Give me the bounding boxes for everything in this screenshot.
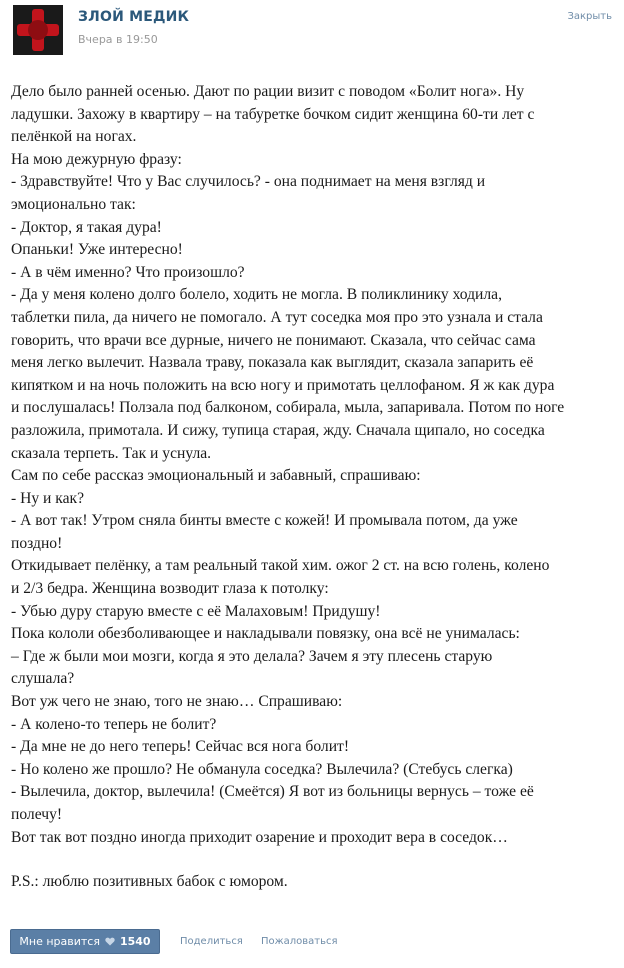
text-line: – Где ж были мои мозги, когда я это делала? Зачем я эту плесень старую <box>11 647 493 665</box>
text-line: Вот так вот поздно иногда приходит озарение и проходит вера в соседок… <box>11 828 508 846</box>
heart-icon <box>105 937 115 946</box>
text-line: полечу! <box>11 806 63 823</box>
text-line: таблетки пила, да ничего не помогало. А тут соседка моя про это узнала и стала <box>11 308 543 326</box>
text-line: - А вот так! Утром сняла бинты вместе с кожей! И промывала потом, да уже <box>11 512 518 530</box>
text-line: На мою дежурную фразу: <box>11 150 182 168</box>
report-link[interactable]: Пожаловаться <box>261 936 338 947</box>
share-link[interactable]: Поделиться <box>180 936 243 947</box>
author-name[interactable]: ЗЛОЙ МЕДИК <box>78 9 190 25</box>
text-line: кипятком и на ночь положить на всю ногу и примотать целлофаном. Я ж как дура <box>11 376 555 394</box>
text-line: - Доктор, я такая дура! <box>11 218 162 236</box>
post-ps: P.S.: люблю позитивных бабок с юмором. <box>11 873 288 891</box>
text-line: - Да мне не до него теперь! Сейчас вся нога болит! <box>11 738 350 756</box>
text-line: ладушки. Захожу в квартиру – на табуретке бочком сидит женщина 60-ти лет с <box>11 105 535 123</box>
text-line: - Здравствуйте! Что у Вас случилось? - она поднимает на меня взгляд и <box>11 173 486 191</box>
post-text <box>11 81 613 894</box>
close-button[interactable]: Закрыть <box>567 11 612 22</box>
text-line: пелёнкой на ногах. <box>11 128 137 146</box>
post-header <box>0 0 624 70</box>
text-line: Пока кололи обезболивающее и накладывали повязку, она всё не унималась: <box>11 625 520 643</box>
text-line: меня легко вылечит. Назвала траву, показала как выглядит, сказала запарить её <box>11 354 534 372</box>
text-line: Опаньки! Уже интересно! <box>11 241 183 259</box>
text-line: поздно! <box>11 534 63 552</box>
post-timestamp[interactable]: Вчера в 19:50 <box>78 33 158 46</box>
post-footer <box>10 929 614 956</box>
text-line: Вот уж чего не знаю, того не знаю… Спрашиваю: <box>11 693 343 711</box>
text-line: эмоционально так: <box>11 195 136 213</box>
like-button[interactable] <box>10 929 160 954</box>
like-count: 1540 <box>119 935 151 948</box>
text-line: - Убью дуру старую вместе с её Малаховым! Придушу! <box>11 602 381 620</box>
text-line: говорить, что врачи все дурные, ничего не понимают. Сказала, что сейчас сама <box>11 331 536 349</box>
text-line: - Вылечила, доктор, вылечила! (Смеётся) Я вот из больницы вернусь – тоже её <box>11 783 534 801</box>
text-line: - Ну и как? <box>11 489 85 507</box>
text-line: слушала? <box>11 670 75 688</box>
like-label: Мне нравится <box>19 935 100 948</box>
text-line: Дело было ранней осенью. Дают по рации визит с поводом «Болит нога». Ну <box>11 83 525 100</box>
text-line: сказала терпеть. Так и уснула. <box>11 444 212 462</box>
text-line: и 2/3 бедра. Женщина возводит глаза к потолку: <box>11 580 329 598</box>
text-line: - А колено-то теперь не болит? <box>11 715 217 733</box>
text-line: разложила, примотала. И сижу, тупица старая, жду. Сначала щипало, но соседка <box>11 421 545 439</box>
text-line: Откидывает пелёнку, а там реальный такой хим. ожог 2 ст. на всю голень, колено <box>11 557 550 575</box>
text-line: - Но колено же прошло? Не обманула соседка? Вылечила? (Стебусь слегка) <box>11 760 513 778</box>
avatar[interactable] <box>13 5 63 55</box>
text-line: и послушалась! Ползала под балконом, собирала, мыла, запаривала. Потом по ноге <box>11 399 565 417</box>
text-line: - Да у меня колено долго болело, ходить не могла. В поликлинику ходила, <box>11 286 503 304</box>
text-line: - А в чём именно? Что произошло? <box>11 263 245 281</box>
text-line: Сам по себе рассказ эмоциональный и забавный, спрашиваю: <box>11 467 421 485</box>
